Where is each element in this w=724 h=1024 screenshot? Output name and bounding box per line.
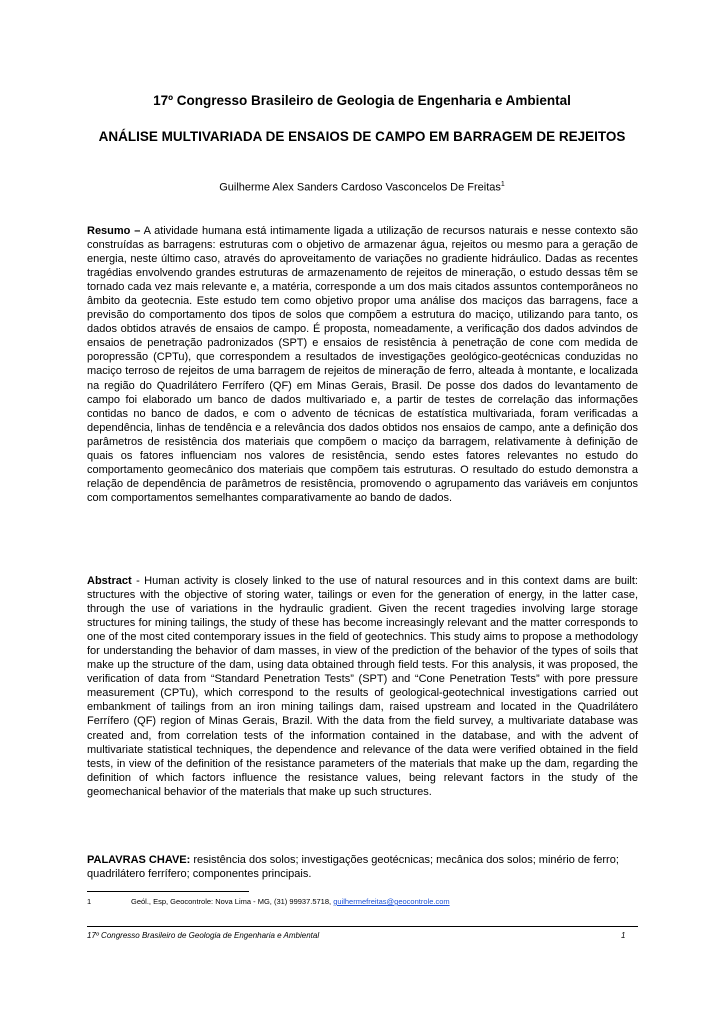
- abstract-paragraph: [87, 574, 638, 799]
- keywords-text: resistência dos solos; investigações geotécnicas; mecânica dos solos; minério de ferro; quadrilátero ferrífero; componentes principais.: [87, 854, 619, 881]
- resumo-text: A atividade humana está intimamente ligada a utilização de recursos naturais e nesse contexto são construídas as barragens: estruturas com o objetivo de armazenar água, rejeitos ou mesmo para a geração de energia, neste último caso, através do aproveitamento de variações no gradiente hidráulico. Dadas as recentes tragédias envolvendo grandes estruturas de armazenamento de rejeitos de mineração, o estudo dessas têm se tornado cada vez mais relevante e, a matéria, corresponde a um dos mais citados assuntos contemporâneos no âmbito da geotecnia. Este estudo tem como objetivo propor uma análise dos maciços das barragens, face a previsão do comportamento dos tipos de solos que compõem a estrutura do maciço, utilizando para tanto, os dados obtidos através de ensaios de campo. É proposta, nomeadamente, a verificação dos dados advindos de ensaios de penetração padronizados (SPT) e ensaios de resistência à penetração de cone com medida de poropressão (CPTu), que correspondem a resultados de investigações geológico-geotécnicas conduzidas no maciço terroso de rejeitos de uma barragem de rejeitos de mineração de ferro, alteada à montante, e localizada na região do Quadrilátero Ferrífero (QF) em Minas Gerais, Brasil. De posse dos dados do levantamento de campo foi elaborado um banco de dados multivariado e, a partir de testes de correlação das informações contidas no banco de dados, e com o advento de técnicas de estatística multivariada, foram verificadas a dependência, linhas de tendência e a relevância dos dados obtidos nos ensaios de campo, ante a definição dos parâmetros de resistência dos materiais que compõem o maciço da barragem, relativamente à definição de quais os fatores influenciam nos valores de resistência, sendo estes fatores relevantes no estudo do comportamento geomecânico dos materiais que compõem tais estruturas. O resultado do estudo demonstra a relação de dependência de parâmetros de resistência, promovendo o agrupamento das variáveis em conjuntos com comportamentos semelhantes comparativamente ao bando de dados.: [87, 225, 638, 504]
- resumo-label: Resumo –: [87, 225, 141, 237]
- footnote-email-link[interactable]: guilhermefreitas@geocontrole.com: [333, 897, 450, 906]
- footnote-number: 1: [87, 897, 92, 906]
- footnote-text: Geól., Esp, Geocontrole: Nova Lima - MG, (31) 99937.5718,: [131, 897, 332, 906]
- footnote: [87, 897, 450, 906]
- paper-title: ANÁLISE MULTIVARIADA DE ENSAIOS DE CAMPO EM BARRAGEM DE REJEITOS: [98, 129, 626, 144]
- footer-separator: [87, 926, 638, 927]
- page-number: 1: [621, 931, 626, 940]
- author-line: [0, 181, 724, 194]
- conference-title: 17º Congresso Brasileiro de Geologia de Engenharia e Ambiental: [153, 93, 571, 108]
- keywords-paragraph: [87, 853, 638, 881]
- author-footnote-mark: 1: [500, 181, 505, 188]
- footnote-separator: [87, 891, 249, 892]
- footer-conference-text: 17º Congresso Brasileiro de Geologia de Engenharia e Ambiental: [87, 931, 320, 940]
- abstract-text: - Human activity is closely linked to the use of natural resources and in this context dams are built: structures with the objective of storing water, tailings or even for the generation of energy, in the latter case, through the use of variations in the hydraulic gradient. Given the recent tragedies involving large storage structures for mining tailings, the study of these has become increasingly relevant and the matter corresponds to one of the most cited contemporary issues in the field of geotechnics. This study aims to propose a methodology for understanding the behavior of dam masses, in view of the prediction of the behavior of the types of soils that make up the structure of the dam, using data obtained through field tests. For this analysis, it was proposed, the verification of data from “Standard Penetration Tests” (SPT) and “Cone Penetration Tests” with pore pressure measurement (CPTu), which correspond to the results of geological-geotechnical investigations carried out embankment of tailings from an iron mining tailings dam, raised upstream and located in the Quadrilátero Ferrífero (QF) region of Minas Gerais, Brazil. With the data from the field survey, a multivariate database was created and, from correlation tests of the information contained in the database, and with the advent of multivariate statistical techniques, the dependence and relevance of the data were verified obtained in the field tests, in view of the definition of the resistance parameters of the materials that make up the dam, regarding the definition of which factors influence the resistance values, being relevant factors in the study of the geomechanical behavior of the materials that make up such structures.: [87, 575, 638, 798]
- keywords-label: PALAVRAS CHAVE:: [87, 854, 191, 866]
- abstract-label: Abstract: [87, 575, 132, 587]
- author-name: Guilherme Alex Sanders Cardoso Vasconcelos De Freitas: [219, 181, 501, 194]
- resumo-paragraph: [87, 224, 638, 505]
